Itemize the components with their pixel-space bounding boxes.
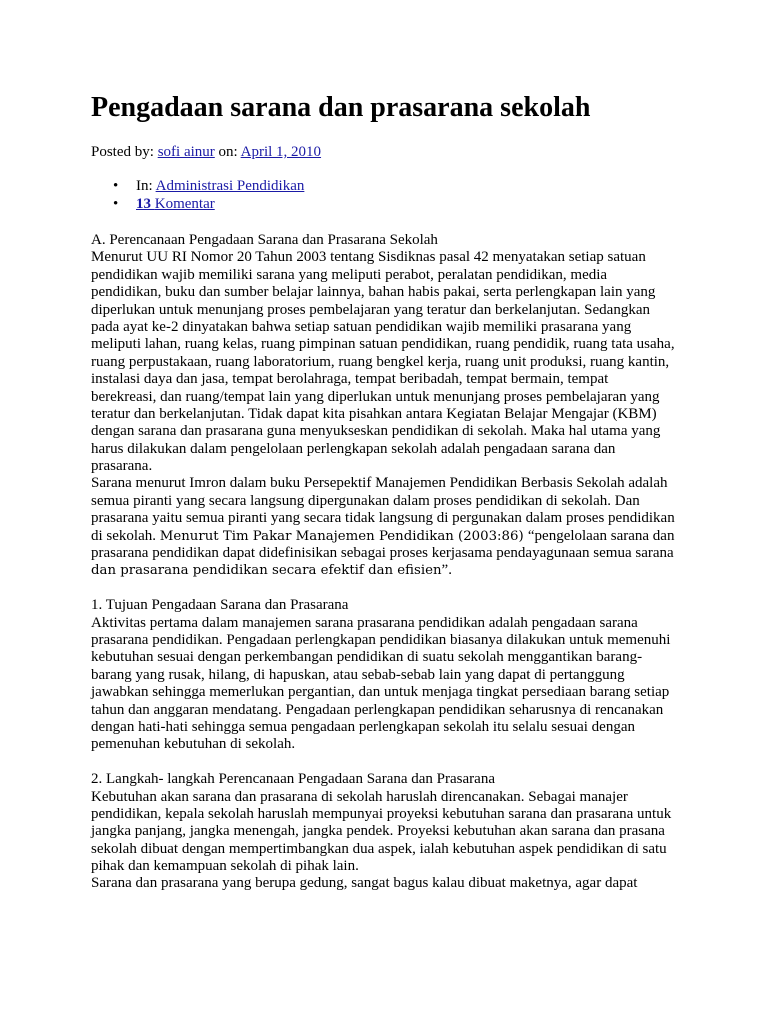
paragraph-gap [91,754,691,771]
paragraph-line: teratur dan berkelanjutan. Tidak dapat kita pisahkan antara Kegiatan Belajar Mengajar (KBM) [91,405,657,422]
paragraph-line: dengan hati-hati sehingga semua pengadaan perlengkapan sekolah itu selalu sesuai dengan [91,718,635,735]
author-link[interactable]: sofi ainur [157,144,215,160]
paragraph-line: prasarana yaitu semua piranti yang secara tidak langsung di pergunakan dalam proses pendidikan [91,510,675,527]
quote-end-text: dan prasarana pendidikan secara efektif dan efisien [91,563,442,579]
quote-line: prasarana pendidikan dapat didefinisikan sebagai proses kerjasama pendayagunaan semua sarana [91,545,674,562]
paragraph-line: diperlukan untuk menunjang proses pembelajaran yang teratur dan berkelanjutan. Sedangkan [91,301,650,318]
category-item [91,177,304,195]
section-2-heading: 2. Langkah- langkah Perencanaan Pengadaan Sarana dan Prasarana [91,771,495,788]
paragraph-line: kebutuhan sesuai dengan perkembangan pendidikan di suatu sekolah menggantikan barang- [91,649,643,666]
comments-item [91,195,304,213]
comments-link[interactable] [136,196,215,212]
byline [91,142,321,162]
paragraph-line: jangka panjang, jangka menengah, jangka pendek. Proyeksi kebutuhan akan sarana dan prasana [91,823,665,840]
quote-open-text: “pengelolaan sarana dan [527,527,675,544]
page-title: Pengadaan sarana dan prasarana sekolah [91,92,591,123]
paragraph-line: Sarana menurut Imron dalam buku Persepektif Manajemen Pendidikan Berbasis Sekolah adalah [91,475,668,492]
paragraph-line: prasarana pendidikan. Pengadaan perlengkapan pendidikan biasanya dilakukan untuk memenuhi [91,631,671,648]
paragraph-line: barang yang rusak, hilang, di hapuskan, atau sebab-sebab lain yang dapat di pertanggung [91,666,625,683]
paragraph-line: prasarana. [91,458,153,475]
paragraph-line: Sarana dan prasarana yang berupa gedung, sangat bagus kalau dibuat maketnya, agar dapat [91,875,638,892]
paragraph-line: pemenuhan kebutuhan di sekolah. [91,736,296,753]
comment-count: 13 [136,196,151,212]
comment-label: Komentar [154,196,215,212]
paragraph-line: pendidikan wajib memiliki sarana yang meliputi perabot, peralatan pendidikan, media [91,266,608,283]
paragraph-line: harus dilakukan dalam pengelolaan perlengkapan sekolah adalah pengadaan sarana dan [91,440,616,457]
quote-source-text: Menurut Tim Pakar Manajemen Pendidikan (2003:86) [159,528,528,544]
quote-close-text: ”. [441,562,452,579]
in-label: In: [136,178,153,194]
paragraph-line: tahun dan anggaran mendatang. Pengadaan perlengkapan pendidikan seharusnya di rencanakan [91,701,664,718]
post-meta-list [91,177,304,213]
quote-line [91,562,691,579]
posted-by-label: Posted by: [91,144,154,160]
paragraph-line: instalasi daya dan jasa, tempat berolahraga, tempat beribadah, tempat bermain, tempat [91,371,609,388]
paragraph-line: jawabkan sehingga memerlukan pergantian, dan untuk menjaga tingkat persediaan barang setiap [91,684,670,701]
paragraph-line: ruang perpustakaan, ruang laboratorium, ruang bengkel kerja, ruang unit produksi, ruang kantin, [91,353,670,370]
paragraph-line: semua piranti yang secara langsung dipergunakan dalam proses pendidikan di sekolah. Dan [91,492,640,509]
paragraph-line: meliputi lahan, ruang kelas, ruang pimpinan satuan pendidikan, ruang pendidik, ruang tata usaha, [91,336,675,353]
paragraph-line: Kebutuhan akan sarana dan prasarana di sekolah haruslah direncanakan. Sebagai manajer [91,788,628,805]
category-link[interactable]: Administrasi Pendidikan [155,178,305,194]
paragraph-line: berekreasi, dan ruang/tempat lain yang diperlukan untuk menunjang proses pembelajaran yang [91,388,660,405]
paragraph-line: dengan sarana dan prasarana guna menyukseskan pendidikan di sekolah. Maka hal utama yang [91,423,661,440]
paragraph-gap [91,580,691,597]
paragraph-line: pihak dan kemampuan sekolah di pihak lain. [91,858,359,875]
quote-lead-text: di sekolah. [91,527,160,544]
article-body [91,232,691,893]
paragraph-line: Aktivitas pertama dalam manajemen sarana prasarana pendidikan adalah pengadaan sarana [91,614,638,631]
date-link[interactable]: April 1, 2010 [240,144,322,160]
paragraph-line: pendidikan, kepala sekolah haruslah mempunyai proyeksi kebutuhan sarana dan prasarana untuk [91,805,672,822]
paragraph-line: sekolah dibuat dengan mempertimbangkan dua aspek, ialah kebutuhan aspek pendidikan di satu [91,840,667,857]
paragraph-line: pendidikan, buku dan sumber belajar lainnya, bahan habis pakai, serta perlengkapan lain yang [91,284,656,301]
paragraph-line: pada ayat ke-2 dinyatakan bahwa setiap satuan pendidikan wajib memiliki prasarana yang [91,318,632,335]
section-1-heading: 1. Tujuan Pengadaan Sarana dan Prasarana [91,597,349,614]
quote-line [91,528,691,545]
paragraph-line: Menurut UU RI Nomor 20 Tahun 2003 tentang Sisdiknas pasal 42 menyatakan setiap satuan [91,249,646,266]
on-label: on: [218,144,238,160]
section-a-heading: A. Perencanaan Pengadaan Sarana dan Prasarana Sekolah [91,232,438,248]
